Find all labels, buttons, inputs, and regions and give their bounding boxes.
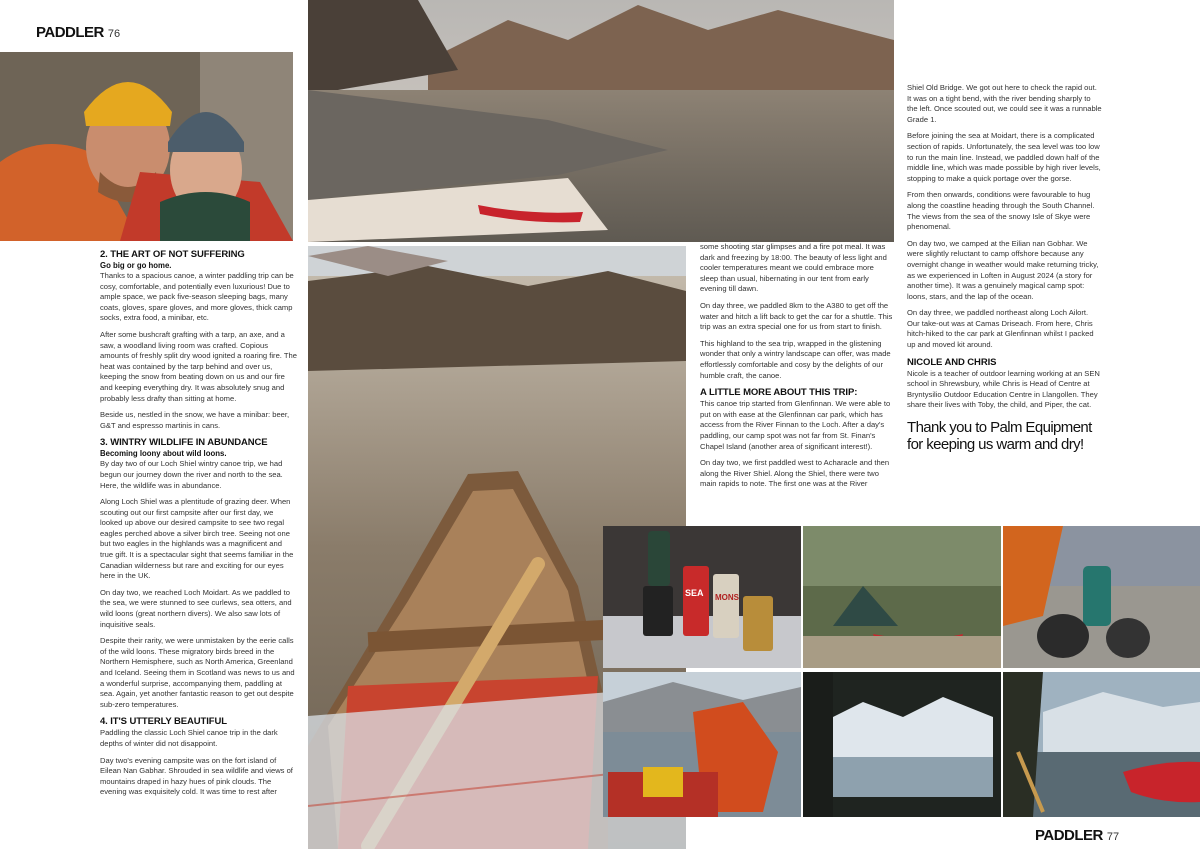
body-paragraph: On day three, we paddled northeast along Loch Ailort. Our take-out was at Camas Driseach. From here, Chris hitch-hiked to the car park at Glenfinnan whilst I packed up and moved kit around.: [907, 308, 1094, 350]
minibar-photo: [603, 526, 801, 668]
body-paragraph: Before joining the sea at Moidart, there is a complicated section of rapids. Unfortunately, the sea level was too low to run the main line. Instead, we paddled down half of the middle line, which was made possible by high river levels, stopping to make a quick portage over the gorse.: [907, 131, 1101, 183]
article-column-3: [907, 83, 1102, 453]
body-paragraph: On day two, we reached Loch Moidart. As we paddled to the sea, we were stunned to see curlews, sea otters, and wild loons (great northern divers). We also saw lots of inquisitive seals.: [100, 587, 292, 629]
section-heading-nicole-and-chris: NICOLE AND CHRIS: [907, 356, 997, 368]
section-subheading: Go big or go home.: [100, 261, 172, 270]
body-paragraph: Along Loch Shiel was a plentitude of grazing deer. When scouting out our first campsite after our first day, we looked up above our desired campsite to see two regal eagles perched above a silver birch tree. Seeing not one but two eagles in the highlands was a magnificent and true gift. It is a spectacular sight that seems familiar in the Canadian wilderness but rare and exciting for our eyes here in the UK.: [100, 497, 294, 581]
body-paragraph: This highland to the sea trip, wrapped in the glistening wonder that only a wintry landscape can offer, was made effortlessly comfortable and cosy by the delights of our humble craft, the canoe.: [700, 338, 891, 380]
body-paragraph: On day two, we first paddled west to Acharacle and then along the River Shiel. Along the Shiel, there were two main rapids to note. The first one was at the River: [700, 458, 890, 489]
logo-text: PADDLER: [36, 24, 104, 41]
body-paragraph: Paddling the classic Loch Shiel canoe trip in the dark depths of winter did not disappoint.: [100, 728, 278, 748]
thank-you-note: Thank you to Palm Equipment for keeping us warm and dry!: [907, 419, 1092, 454]
section-heading-wintry-wildlife: 3. WINTRY WILDLIFE IN ABUNDANCE: [100, 437, 268, 449]
section-subheading: Becoming loony about wild loons.: [100, 449, 227, 459]
camp-canoe-photo: [803, 526, 1001, 668]
section-heading-art-of-not-suffering: 2. THE ART OF NOT SUFFERING: [100, 249, 245, 260]
body-paragraph: Thanks to a spacious canoe, a winter paddling trip can be cosy, comfortable, and potentially even luxurious! Due to ample space, we pack five-season sleeping bags, many coats, gloves, spare gloves, and more gloves, thick camp socks, extra food, a minibar, etc.: [100, 271, 294, 323]
page-number-left: 76: [107, 28, 121, 40]
body-paragraph: Day two's evening campsite was on the fort island of Eilean Nan Gabhar. Shrouded in sea wildlife and views of mountains draped in hazy hues of pink clouds. The evening was exquisitely cold. It was time to rest after: [100, 755, 293, 797]
magazine-logo-right: [1035, 827, 1119, 844]
body-paragraph: On day two, we camped at the Eilian nan Gobhar. We were slightly reluctant to camp offshore because any overnight change in weather would make returning tricky, as we experienced in Loften in August 2024 (a story for another time). It was a genuinely magical camp spot: loons, stars, and the lap of the ocean.: [907, 238, 1099, 301]
body-paragraph: By day two of our Loch Shiel wintry canoe trip, we had begun our journey down the river and north to the sea. Here, the wildlife was in abundance.: [100, 459, 283, 490]
section-heading-utterly-beautiful: 4. IT'S UTTERLY BEAUTIFUL: [100, 716, 227, 728]
body-paragraph: some shooting star glimpses and a fire pot meal. It was dark and freezing by 18:00. The beauty of less light and cooler temperatures meant we could embrace more sleep than usual, hibernating in our tent from early evening till dawn.: [700, 242, 887, 294]
snowy-loch-photo: [803, 672, 1001, 817]
body-paragraph: After some bushcraft grafting with a tarp, an axe, and a saw, a woodland living room was crafted. Copious amounts of freshly split dry wood ignited a roaring fire. The heat was contained by the tarp behind and over us, keeping the snow from beating down on us and our fire and keeping everything dry. It was absolutely snug and probably less drafty than sitting at home.: [100, 329, 297, 403]
article-column-1: [100, 245, 297, 804]
body-paragraph: Despite their rarity, we were unmistaken by the eerie calls of the wild loons. These migratory birds breed in the Northern Hemisphere, such as North America, Greenland and Iceland. Seeing them in Scotland was news to us and a wonderful surprise, accompanying them, paddling at sea. Again, yet another fantastic reason to get out despite sub-zero temperatures.: [100, 636, 295, 709]
logo-text: PADDLER: [1035, 827, 1103, 844]
packing-kit-photo: [603, 672, 801, 817]
kettle-photo: [1003, 526, 1200, 668]
body-paragraph: Nicole is a teacher of outdoor learning working at an SEN school in Shrewsbury, while Chris is Head of Centre at Bryntysilio Outdoor Education Centre in Llangollen. They share their lives with Toby, the child, and Piper, the cat.: [907, 368, 1100, 410]
page-number-right: 77: [1106, 831, 1120, 843]
article-column-2: [700, 242, 894, 496]
loch-shore-photo: [308, 0, 894, 242]
body-paragraph: From then onwards, conditions were favourable to hug along the coastline heading through the South Channel. The views from the sea of the snowy Isle of Skye were phenomenal.: [907, 190, 1095, 232]
can-label-2: MONS: [715, 593, 739, 602]
selfie-photo: [0, 52, 293, 241]
magazine-logo-left: [36, 24, 120, 41]
body-paragraph: Beside us, nestled in the snow, we have a minibar: beer, G&T and espresso martinis in cans.: [100, 410, 290, 430]
can-label-1: SEA: [685, 588, 704, 598]
body-paragraph: Shiel Old Bridge. We got out here to check the rapid out. It was on a tight bend, with the river bending sharply to the left. Once scouted out, we could see it was a runnable Grade 1.: [907, 83, 1102, 124]
red-canoe-shore-photo: [1003, 672, 1200, 817]
body-paragraph: On day three, we paddled 8km to the A380 to get off the water and hitch a lift back to get the car for a shuttle. This trip was an extra special one for us from start to finish.: [700, 300, 893, 332]
section-heading-more-about-trip: A LITTLE MORE ABOUT THIS TRIP:: [700, 387, 858, 399]
body-paragraph: This canoe trip started from Glenfinnan. We were able to put on with ease at the Glenfinnan car park, which has access from the River Finnan to the Loch. After a day's paddling, our camp spot was not far from St. Finan's Chapel Island (another area of significant interest!).: [700, 399, 891, 451]
